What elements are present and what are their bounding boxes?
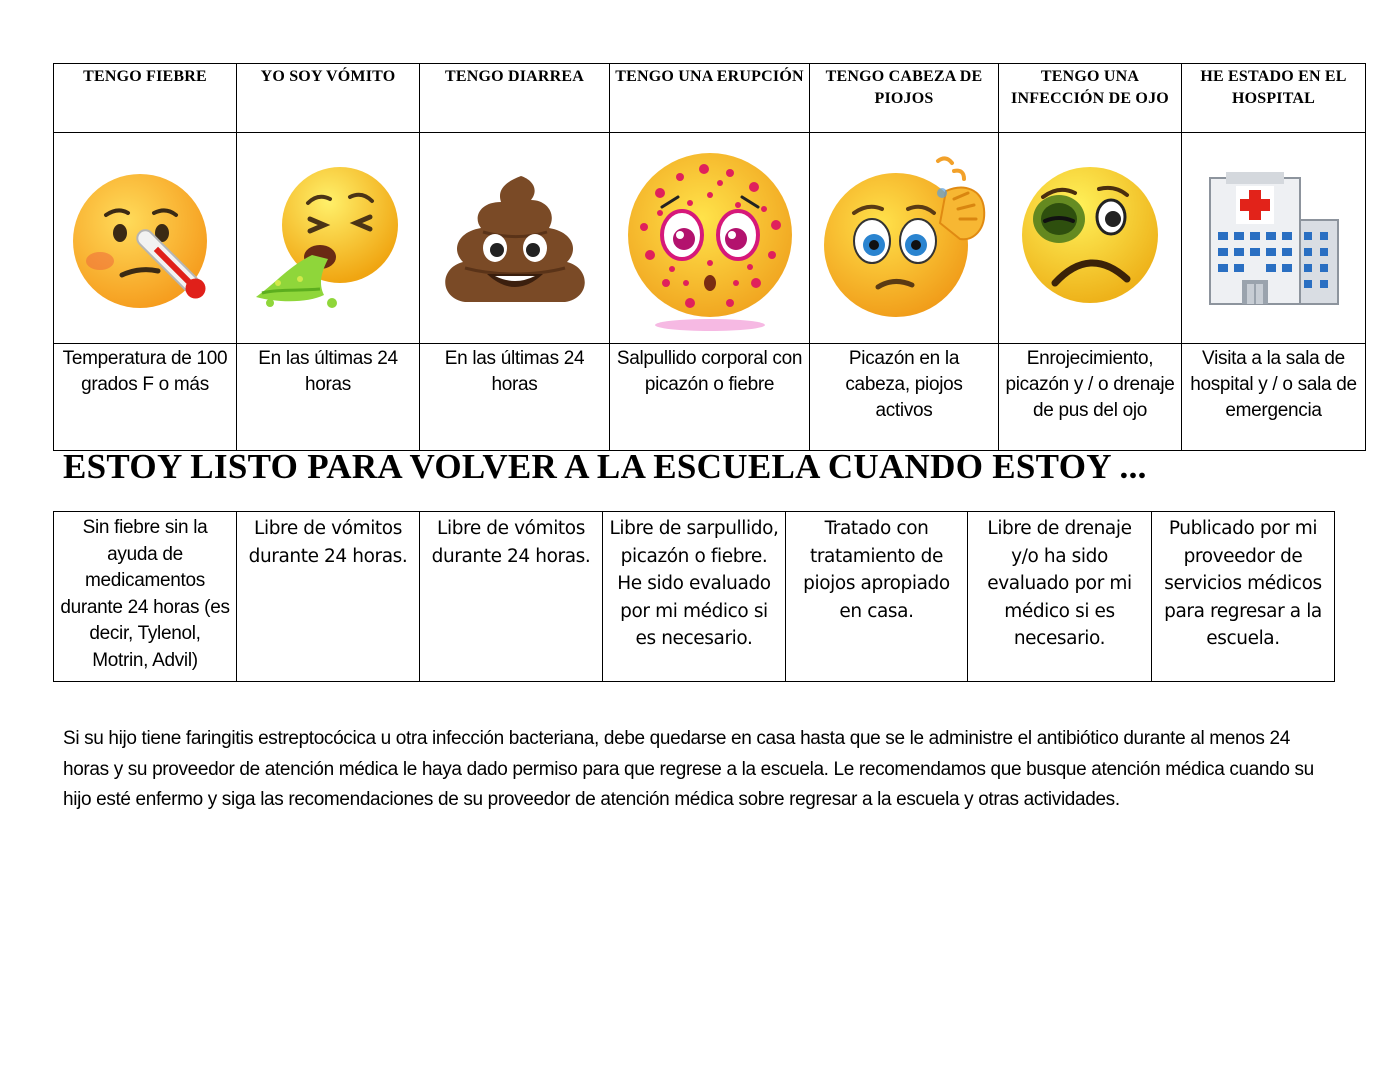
vomiting-face-icon xyxy=(248,163,408,313)
condition-hospital: Publicado por mi proveedor de servicios médicos para regresar a la escuela. xyxy=(1152,512,1335,682)
symptom-description-lice: Picazón en la cabeza, piojos activos xyxy=(810,344,999,451)
symptom-icon-cell-diarrhea xyxy=(420,133,610,344)
condition-vomit: Libre de vómitos durante 24 horas. xyxy=(237,512,420,682)
return-conditions-table xyxy=(53,511,1335,682)
symptom-description-diarrhea: En las últimas 24 horas xyxy=(420,344,610,451)
symptom-description-hospital: Visita a la sala de hospital y / o sala de emergencia xyxy=(1182,344,1366,451)
bacterial-infection-note: Si su hijo tiene faringitis estreptocócica u otra infección bacteriana, debe quedarse en casa hasta que se le administre el antibiótico durante al menos 24 horas y su proveedor de atención médica le haya dado permiso para que regrese a la escuela. Le recomendamos que busque atención médica cuando su hijo esté enfermo y siga las recomendaciones de su proveedor de atención médica sobre regresar a la escuela y otras actividades. xyxy=(63,728,1314,810)
symptom-icon-cell-rash xyxy=(610,133,810,344)
head-lice-face-icon xyxy=(814,153,994,323)
symptoms-header-row xyxy=(54,64,1366,133)
condition-diarrhea: Libre de vómitos durante 24 horas. xyxy=(420,512,603,682)
symptoms-table xyxy=(53,63,1366,451)
symptom-description-vomit: En las últimas 24 horas xyxy=(237,344,420,451)
symptoms-icon-row xyxy=(54,133,1366,344)
symptom-icon-cell-lice xyxy=(810,133,999,344)
condition-lice: Tratado con tratamiento de piojos apropiado en casa. xyxy=(786,512,968,682)
symptom-header-hospital: HE ESTADO EN EL HOSPITAL xyxy=(1182,64,1366,133)
return-conditions-row xyxy=(54,512,1335,682)
hospital-icon xyxy=(1204,168,1344,308)
symptom-description-fever: Temperatura de 100 grados F o más xyxy=(54,344,237,451)
condition-fever: Sin fiebre sin la ayuda de medicamentos durante 24 horas (es decir, Tylenol, Motrin, Advil) xyxy=(54,512,237,682)
symptom-icon-cell-fever xyxy=(54,133,237,344)
symptom-header-fever: TENGO FIEBRE xyxy=(54,64,237,133)
symptom-header-eye: TENGO UNA INFECCIÓN DE OJO xyxy=(999,64,1182,133)
eye-infection-face-icon xyxy=(1015,163,1165,313)
symptom-icon-cell-vomit xyxy=(237,133,420,344)
poop-icon xyxy=(435,168,595,308)
symptom-icon-cell-hospital xyxy=(1182,133,1366,344)
fever-face-icon xyxy=(70,163,220,313)
symptom-description-rash: Salpullido corporal con picazón o fiebre xyxy=(610,344,810,451)
symptoms-description-row xyxy=(54,344,1366,451)
return-to-school-heading: ESTOY LISTO PARA VOLVER A LA ESCUELA CUANDO ESTOY ... xyxy=(63,447,1147,486)
symptom-header-lice: TENGO CABEZA DE PIOJOS xyxy=(810,64,999,133)
symptom-header-vomit: YO SOY VÓMITO xyxy=(237,64,420,133)
symptom-description-eye: Enrojecimiento, picazón y / o drenaje de pus del ojo xyxy=(999,344,1182,451)
condition-eye: Libre de drenaje y/o ha sido evaluado por mi médico si es necesario. xyxy=(968,512,1152,682)
symptom-header-diarrhea: TENGO DIARREA xyxy=(420,64,610,133)
rash-face-icon xyxy=(620,143,800,333)
condition-rash: Libre de sarpullido, picazón o fiebre. He sido evaluado por mi médico si es necesario. xyxy=(603,512,786,682)
symptom-header-rash: TENGO UNA ERUPCIÓN xyxy=(610,64,810,133)
symptom-icon-cell-eye xyxy=(999,133,1182,344)
